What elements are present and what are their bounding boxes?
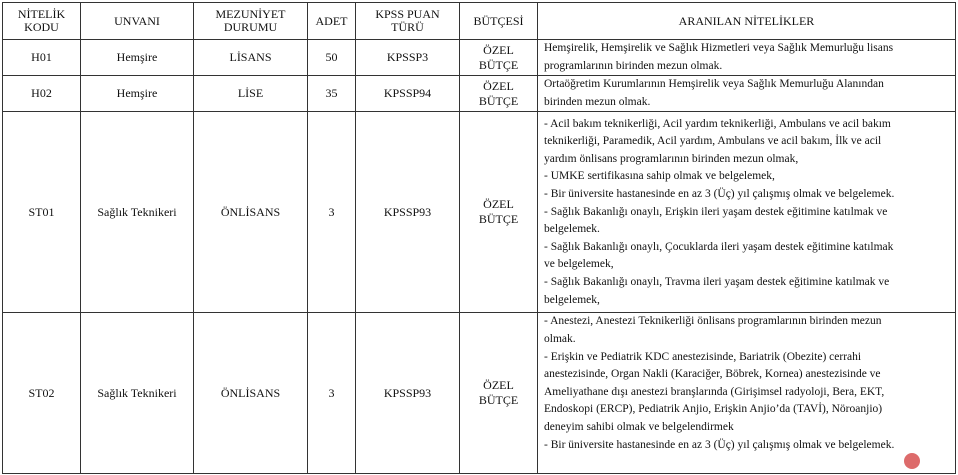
requirement-line: ve belgelemek, [544,258,614,271]
header-butce: BÜTÇESİ [460,3,538,40]
watermark-circle-icon [904,453,920,469]
cell-unvan: Hemşire [81,40,194,76]
header-row [3,3,956,40]
cell-nitelikler [538,112,956,313]
cell-kod: ST01 [3,112,81,313]
table-row [3,112,956,313]
cell-unvan: Sağlık Teknikeri [81,313,194,474]
requirement-line: - Sağlık Bakanlığı onaylı, Erişkin ileri yaşam destek eğitimine katılmak ve [544,205,888,218]
header-unvan: UNVANI [81,3,194,40]
cell-kpss: KPSSP93 [356,112,460,313]
cell-kpss: KPSSP94 [356,76,460,112]
cell-mezuniyet: LİSANS [194,40,308,76]
cell-butce: ÖZEL BÜTÇE [460,40,538,76]
cell-kod: H01 [3,40,81,76]
cell-butce: ÖZEL BÜTÇE [460,112,538,313]
cell-mezuniyet: ÖNLİSANS [194,112,308,313]
table-row [3,313,956,474]
cell-mezuniyet: ÖNLİSANS [194,313,308,474]
requirement-line: olmak. [544,332,576,345]
cell-nitelikler [538,40,956,76]
requirement-lines-clip [544,313,951,454]
requirement-line: - Acil bakım teknikerliği, Acil yardım teknikerliği, Ambulans ve acil bakım [544,117,891,130]
cell-unvan: Hemşire [81,76,194,112]
cell-kpss: KPSSP93 [356,313,460,474]
requirement-line: - Anestezi, Anestezi Teknikerliği önlisans programlarının birinden mezun [544,315,882,328]
requirement-line: belgelemek, [544,293,600,306]
cell-adet: 3 [308,313,356,474]
cell-butce: ÖZEL BÜTÇE [460,313,538,474]
requirement-line: Ameliyathane dışı anestezi branşlarında (Girişimsel radyoloji, Bera, EKT, [544,385,885,398]
watermark-logo [904,451,952,471]
requirement-line: anestezisinde, Organ Nakli (Karaciğer, Böbrek, Kornea) anestezisinde ve [544,368,881,381]
cell-unvan: Sağlık Teknikeri [81,112,194,313]
requirement-line: belgelemek. [544,223,600,236]
requirement-line: - Bir üniversite hastanesinde en az 3 (Üç) yıl çalışmış olmak ve belgelemek. [544,187,895,200]
requirement-line: - Erişkin ve Pediatrik KDC anestezisinde, Bariatrik (Obezite) cerrahi [544,350,862,363]
requirement-line: - Sağlık Bakanlığı onaylı, Travma ileri yaşam destek eğitimine katılmak ve [544,275,890,288]
requirement-line: programlarının birinden mezun olmak. [544,59,723,72]
requirement-line: Hemşirelik, Hemşirelik ve Sağlık Hizmetleri veya Sağlık Memurluğu lisans [544,42,894,54]
header-adet: ADET [308,3,356,40]
requirement-line: teknikerliği, Paramedik, Acil yardım, Ambulans ve acil bakım, İlk ve acil [544,135,882,148]
requirement-line: - Sağlık Bakanlığı onaylı, Çocuklarda ileri yaşam destek eğitimine katılmak [544,240,894,253]
requirement-line: deneyim sahibi olmak ve belgelendirmek [544,420,734,433]
cell-kod: H02 [3,76,81,112]
cell-nitelikler [538,313,956,474]
cell-adet: 3 [308,112,356,313]
requirement-line: Ortaöğretim Kurumlarının Hemşirelik veya Sağlık Memurluğu Alanından [544,78,884,91]
requirement-line: yardım önlisans programlarının birinden mezun olmak, [544,152,799,165]
job-requirements-table [2,2,956,474]
requirement-line: Endoskopi (ERCP), Pediatrik Anjio, Erişkin Anjio’da (TAVİ), Nöroanjio) [544,403,883,416]
table-row [3,40,956,76]
cell-kpss: KPSSP3 [356,40,460,76]
requirement-line: - Bir üniversite hastanesinde en az 3 (Üç) yıl çalışmış olmak ve belgelemek. [544,438,895,451]
header-nitelikler: ARANILAN NİTELİKLER [538,3,956,40]
cell-nitelikler [538,76,956,112]
cell-butce: ÖZEL BÜTÇE [460,76,538,112]
header-kod: NİTELİK KODU [3,3,81,40]
cell-adet: 50 [308,40,356,76]
cell-adet: 35 [308,76,356,112]
cell-mezuniyet: LİSE [194,76,308,112]
table-row [3,76,956,112]
requirement-line: birinden mezun olmak. [544,95,651,108]
cell-kod: ST02 [3,313,81,474]
header-mezuniyet: MEZUNİYET DURUMU [194,3,308,40]
requirement-line: - UMKE sertifikasına sahip olmak ve belgelemek, [544,170,775,183]
header-kpss: KPSS PUAN TÜRÜ [356,3,460,40]
